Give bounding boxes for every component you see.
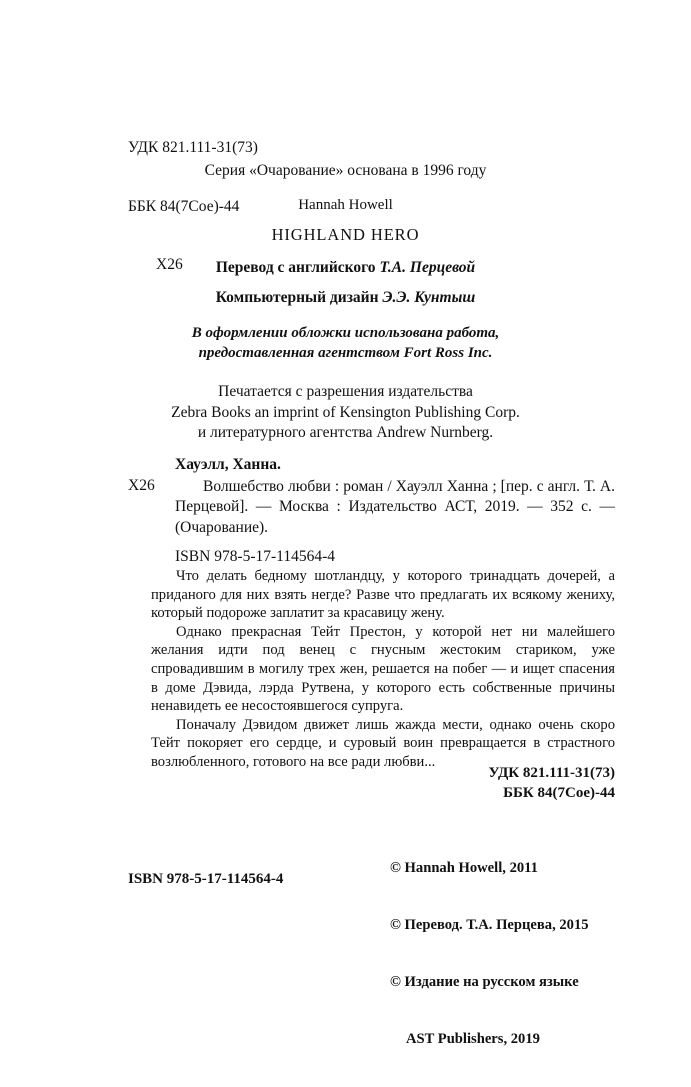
permission-note-line2: Zebra Books an imprint of Kensington Publishing Corp. [171, 403, 520, 421]
original-author: Hannah Howell [298, 197, 393, 213]
design-credit [0, 288, 691, 307]
translation-credit [0, 258, 691, 277]
cover-artwork-note-line2: предоставленная агентством Fort Ross Inc. [198, 344, 493, 361]
cover-artwork-note-line1: В оформлении обложки использована работа, [191, 325, 500, 341]
original-title: HIGHLAND HERO [271, 225, 420, 244]
biblio-author-heading: Хауэлл, Ханна. [175, 456, 281, 473]
book-annotation [151, 567, 615, 772]
biblio-isbn: ISBN 978-5-17-114564-4 [175, 548, 336, 565]
translator-name: Т.А. Перцевой [379, 259, 476, 276]
permission-note-line1: Печатается с разрешения издательства [218, 383, 473, 400]
udk-code-top: УДК 821.111-31(73) [128, 139, 258, 156]
bbk-code-bottom: ББК 84(7Сое)-44 [503, 784, 615, 801]
designer-name: Э.Э. Кунтыш [382, 289, 476, 306]
classification-codes-bottom [300, 764, 615, 803]
design-credit-prefix: Компьютерный дизайн [215, 289, 383, 306]
annotation-paragraph: Что делать бедному шотландцу, у которого тринадцать дочерей, а приданого для них взять негде? Разве что предлагать их всякому жениху, который подороже заплатит за красавицу жену. [151, 568, 615, 622]
isbn-bottom: ISBN 978-5-17-114564-4 [128, 871, 284, 887]
series-note: Серия «Очарование» основана в 1996 году [204, 162, 487, 179]
copyright-block [390, 821, 589, 1087]
biblio-description: Волшебство любви : роман / Хауэлл Ханна ; [пер. с англ. Т. А. Перцевой]. — Москва : Издательство АСТ, 2019. — 352 с. — (Очарование). [175, 477, 615, 536]
bbk-code-top: ББК 84(7Сое)-44 [128, 197, 240, 215]
shelf-mark-top: X26 [156, 256, 183, 273]
annotation-paragraph: Однако прекрасная Тейт Престон, у которой нет ни малейшего желания идти под венец с гнусным жестоким стариком, уже спровадившим в могилу трех жен, решается на побег — и ищет спасения в доме Дэвида, лэрда Рутвена, у которого есть собственные причины ненавидеть ее несостоявшегося супруга. [151, 623, 615, 715]
bibliographic-record [128, 455, 615, 568]
front-matter [0, 161, 691, 444]
udk-code-bottom: УДК 821.111-31(73) [488, 765, 615, 781]
copyright-line-author: © Hannah Howell, 2011 [390, 860, 538, 876]
annotation-paragraph: Поначалу Дэвидом движет лишь жажда мести, однако очень скоро Тейт покоряет его сердце, и суровый воин превращается в страстного возлюбленного, готового на все ради любви... [151, 716, 615, 770]
copyright-line-publisher: AST Publishers, 2019 [406, 1031, 540, 1047]
permission-note-line3: и литературного агентства Andrew Nurnberg. [197, 424, 494, 441]
permission-note [0, 382, 691, 444]
copyright-line-translation: © Перевод. Т.А. Перцева, 2015 [390, 917, 589, 933]
shelf-mark-biblio: X26 [128, 477, 155, 494]
copyright-line-edition: © Издание на русском языке [390, 974, 579, 990]
cover-artwork-note [0, 324, 691, 363]
translation-credit-prefix: Перевод с английского [215, 259, 380, 276]
